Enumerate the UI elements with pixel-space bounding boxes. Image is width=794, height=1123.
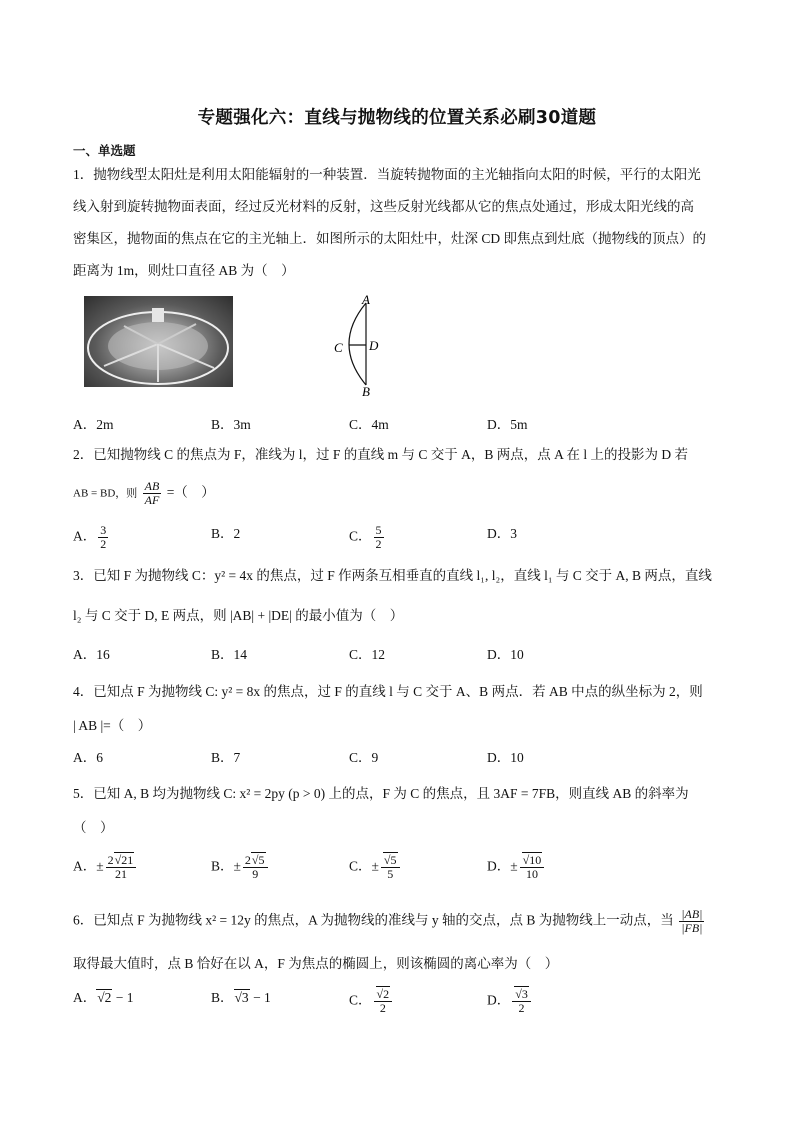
q6-fraction xyxy=(679,908,704,935)
label-b: B xyxy=(362,384,370,398)
q2-option-d[interactable]: D．3 xyxy=(487,526,517,541)
q2-option-b[interactable]: B．2 xyxy=(211,526,241,541)
q6-option-d[interactable]: D． $\frac{√3}{2}$ xyxy=(487,988,533,1015)
q4-option-d[interactable]: D．10 xyxy=(487,750,524,765)
q3-option-b[interactable]: B．14 xyxy=(211,647,248,662)
q2-option-a[interactable]: A． $\frac{3}{2}$ xyxy=(73,523,107,551)
q6-line1-pre: 6．已知点 F 为抛物线 x² = 12y 的焦点，A 为抛物线的准线与 y 轴的交点，点 B 为抛物线上一动点，当 xyxy=(73,912,674,928)
q5-option-b[interactable]: B．± $\frac{2√5}{9}$ xyxy=(211,854,270,881)
q5-option-a[interactable]: A．± $\frac{2√21}{21}$ xyxy=(73,854,138,881)
q1-line4: 距离为 1m，则灶口直径 AB 为（ ） xyxy=(73,263,295,278)
q3-line2: l₂ 与 C 交于 D, E 两点，则 |AB| + |DE| 的最小值为（ ） xyxy=(73,608,404,623)
q2-frac-numerator: AB xyxy=(144,479,160,493)
q6-frac-denominator: |FB| xyxy=(681,921,703,935)
q1-option-d[interactable]: D．5m xyxy=(487,417,528,432)
q1-option-c[interactable]: C．4m xyxy=(349,417,389,432)
q1-line3: 密集区，抛物面的焦点在它的主光轴上．如图所示的太阳灶中，灶深 CD 即焦点到灶底（抛物线的顶点）的 xyxy=(73,231,707,246)
label-c: C xyxy=(334,340,343,355)
q1-option-b[interactable]: B．3m xyxy=(211,417,251,432)
q4-option-a[interactable]: A．6 xyxy=(73,750,103,765)
q2-frac-denominator: AF xyxy=(144,493,160,507)
label-d: D xyxy=(369,338,379,353)
q5-option-d[interactable]: D．± $\frac{√10}{10}$ xyxy=(487,854,546,881)
q4-option-b[interactable]: B．7 xyxy=(211,750,241,765)
label-a: A xyxy=(362,292,370,307)
q4-option-c[interactable]: C．9 xyxy=(349,750,379,765)
q3-option-d[interactable]: D．10 xyxy=(487,647,524,662)
q1-line2: 线入射到旋转抛物面表面，经过反光材料的反射，这些反射光线都从它的焦点处通过，形成太阳光线的高 xyxy=(73,199,694,214)
q2-fraction xyxy=(143,480,162,507)
q2-option-c[interactable]: C． $\frac{5}{2}$ xyxy=(349,523,382,551)
q3-line1: 3．已知 F 为抛物线 C：y² = 4x 的焦点，过 F 作两条互相垂直的直线 l₁, l₂，直线 l₁ 与 C 交于 A, B 两点，直线 xyxy=(73,568,712,583)
page-title: 专题强化六：直线与抛物线的位置关系必刷30道题 xyxy=(197,108,597,128)
section-heading: 一、单选题 xyxy=(73,143,136,158)
q4-line2: | AB |=（ ） xyxy=(73,718,152,733)
q5-line2: （ ） xyxy=(73,820,114,835)
q4-line1: 4．已知点 F 为抛物线 C: y² = 8x 的焦点，过 F 的直线 l 与 C 交于 A、B 两点．若 AB 中点的纵坐标为 2，则 xyxy=(73,684,703,699)
q2-line2 xyxy=(73,480,215,507)
q5-line1: 5．已知 A, B 均为抛物线 C: x² = 2py (p > 0) 上的点，F 为 C 的焦点，且 3AF = 7FB，则直线 AB 的斜率为 xyxy=(73,786,689,801)
q2-line2-pre: AB = BD，则 xyxy=(73,487,138,500)
q3-option-a[interactable]: A．16 xyxy=(73,647,110,662)
q6-option-b[interactable]: B．√3 − 1 xyxy=(211,990,271,1005)
q1-line1: 1．抛物线型太阳灶是利用太阳能辐射的一种装置．当旋转抛物面的主光轴指向太阳的时候，平行的太阳光 xyxy=(73,167,701,182)
q6-frac-numerator: |AB| xyxy=(681,907,703,921)
q1-option-a[interactable]: A．2m xyxy=(73,417,114,432)
q6-line2: 取得最大值时，点 B 恰好在以 A，F 为焦点的椭圆上，则该椭圆的离心率为（ ） xyxy=(73,956,559,971)
q6-option-a[interactable]: A．√2 − 1 xyxy=(73,990,134,1005)
parabola-diagram xyxy=(328,292,388,398)
q3-option-c[interactable]: C．12 xyxy=(349,647,386,662)
q5-option-c[interactable]: C．± $\frac{√5}{5}$ xyxy=(349,854,402,881)
q2-line1: 2．已知抛物线 C 的焦点为 F，准线为 l，过 F 的直线 m 与 C 交于 A，B 两点，点 A 在 l 上的投影为 D 若 xyxy=(73,447,689,462)
q6-line1 xyxy=(73,908,706,935)
q2-line2-post: =（ ） xyxy=(166,484,215,500)
q6-option-c[interactable]: C． $\frac{√2}{2}$ xyxy=(349,988,394,1015)
solar-cooker-photo xyxy=(84,296,233,387)
